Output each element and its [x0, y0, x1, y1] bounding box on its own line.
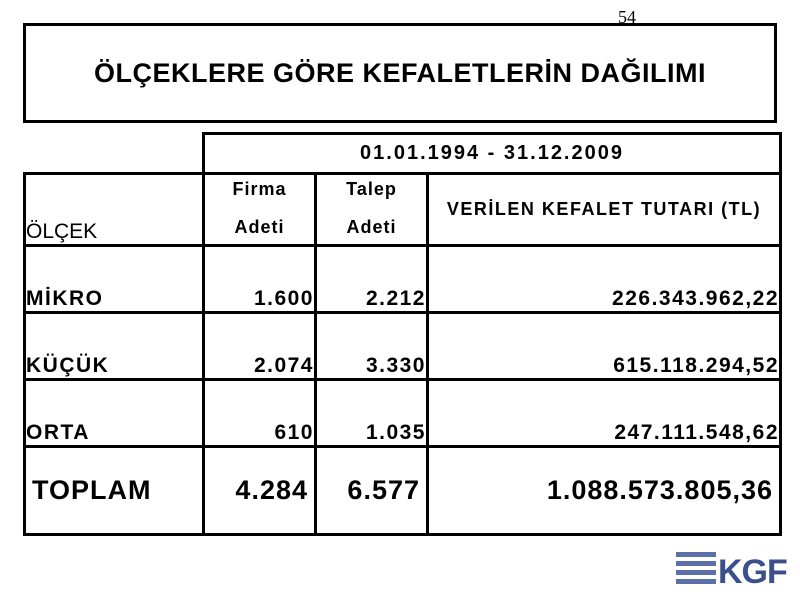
table-row-mikro: [25, 246, 781, 313]
column-header-row: [25, 174, 781, 246]
kgf-logo: [676, 550, 788, 586]
firma-header-line2: Adeti: [234, 217, 285, 237]
row-talep: 2.212: [316, 246, 428, 313]
row-amount: 615.118.294,52: [428, 313, 781, 380]
period-row: [25, 134, 781, 174]
total-firma: 4.284: [204, 447, 316, 535]
kgf-logo-graphic: [676, 550, 788, 586]
talep-adeti-header: [316, 174, 428, 246]
page-number: 54: [618, 7, 636, 27]
row-talep: 1.035: [316, 380, 428, 447]
firma-header-line1: Firma: [232, 179, 287, 199]
logo-stripe-4: [676, 579, 716, 584]
row-name: ORTA: [25, 380, 204, 447]
period-header: 01.01.1994 - 31.12.2009: [204, 134, 781, 174]
logo-text: KGF: [718, 553, 787, 586]
table-row-orta: [25, 380, 781, 447]
title-box: [23, 23, 777, 123]
row-firma: 610: [204, 380, 316, 447]
row-firma: 1.600: [204, 246, 316, 313]
row-name: KÜÇÜK: [25, 313, 204, 380]
total-label: TOPLAM: [25, 447, 204, 535]
logo-stripe-3: [676, 570, 716, 575]
empty-corner-cell: [25, 134, 204, 174]
firma-adeti-header: [204, 174, 316, 246]
row-talep: 3.330: [316, 313, 428, 380]
row-amount: 226.343.962,22: [428, 246, 781, 313]
logo-stripe-2: [676, 561, 716, 566]
row-firma: 2.074: [204, 313, 316, 380]
amount-header: VERİLEN KEFALET TUTARI (TL): [428, 174, 781, 246]
talep-header-line1: Talep: [346, 179, 397, 199]
table-row-kucuk: [25, 313, 781, 380]
page-title: ÖLÇEKLERE GÖRE KEFALETLERİN DAĞILIMI: [93, 57, 706, 88]
olcek-header: ÖLÇEK: [25, 174, 204, 246]
row-amount: 247.111.548,62: [428, 380, 781, 447]
talep-header-line2: Adeti: [346, 217, 397, 237]
total-row: [25, 447, 781, 535]
total-amount: 1.088.573.805,36: [428, 447, 781, 535]
guarantee-distribution-table: [23, 132, 782, 536]
row-name: MİKRO: [25, 246, 204, 313]
total-talep: 6.577: [316, 447, 428, 535]
logo-stripe-1: [676, 552, 716, 557]
